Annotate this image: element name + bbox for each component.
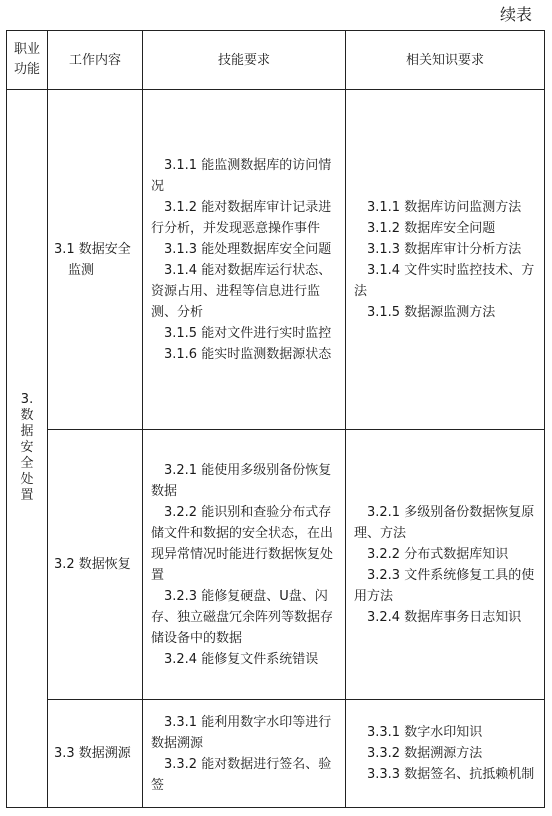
header-content: 工作内容	[48, 31, 143, 90]
header-row	[7, 31, 545, 90]
table-row	[7, 90, 545, 430]
skill-item: 3.1.4 能对数据库运行状态、资源占用、进程等信息进行监测、分析	[151, 262, 332, 320]
content-cell: 3.3 数据溯源	[48, 700, 143, 808]
knowledge-item: 3.1.1 数据库访问监测方法	[367, 199, 522, 215]
knowledge-cell	[346, 700, 545, 808]
skill-item: 3.1.6 能实时监测数据源状态	[164, 346, 332, 362]
skill-item: 3.1.5 能对文件进行实时监控	[164, 325, 332, 341]
skill-item: 3.2.3 能修复硬盘、U盘、闪存、独立磁盘冗余阵列等数据存储设备中的数据	[151, 588, 334, 646]
knowledge-cell	[346, 90, 545, 430]
skill-item: 3.1.3 能处理数据库安全问题	[164, 241, 332, 257]
continued-label: 续表	[499, 5, 532, 24]
header-function: 职业功能	[7, 31, 48, 90]
skills-cell	[143, 700, 346, 808]
skill-item: 3.2.1 能使用多级别备份恢复数据	[151, 462, 332, 499]
function-cell: 3. 数据安全处置	[7, 90, 48, 808]
knowledge-item: 3.3.3 数据签名、抗抵赖机制	[367, 767, 535, 782]
knowledge-item: 3.1.4 文件实时监控技术、方法	[354, 262, 535, 299]
knowledge-item: 3.2.2 分布式数据库知识	[367, 546, 509, 562]
skill-item: 3.2.4 能修复文件系统错误	[164, 651, 319, 667]
table-row	[7, 700, 545, 808]
knowledge-cell	[346, 430, 545, 700]
knowledge-item: 3.2.3 文件系统修复工具的使用方法	[354, 567, 535, 604]
content-cell: 3.1 数据安全监测	[48, 90, 143, 430]
knowledge-item: 3.2.1 多级别备份数据恢复原理、方法	[354, 504, 535, 541]
knowledge-item: 3.3.2 数据溯源方法	[367, 746, 483, 761]
skills-cell	[143, 90, 346, 430]
knowledge-item: 3.1.3 数据库审计分析方法	[367, 241, 522, 257]
knowledge-item: 3.1.2 数据库安全问题	[367, 220, 496, 236]
skill-item: 3.3.2 能对数据进行签名、验签	[151, 756, 332, 793]
knowledge-item: 3.2.4 数据库事务日志知识	[367, 609, 522, 625]
header-knowledge: 相关知识要求	[346, 31, 545, 90]
skill-item: 3.2.2 能识别和查验分布式存储文件和数据的安全状态，在出现异常情况时能进行数据恢复处置	[151, 504, 334, 583]
skills-cell	[143, 430, 346, 700]
skills-table	[6, 30, 545, 808]
skill-item: 3.1.1 能监测数据库的访问情况	[151, 157, 332, 194]
content-cell: 3.2 数据恢复	[48, 430, 143, 700]
table-row	[7, 430, 545, 700]
knowledge-item: 3.3.1 数字水印知识	[367, 725, 483, 740]
knowledge-item: 3.1.5 数据源监测方法	[367, 304, 496, 320]
skill-item: 3.1.2 能对数据库审计记录进行分析，并发现恶意操作事件	[151, 199, 332, 236]
header-skill: 技能要求	[143, 31, 346, 90]
skill-item: 3.3.1 能利用数字水印等进行数据溯源	[151, 714, 332, 751]
